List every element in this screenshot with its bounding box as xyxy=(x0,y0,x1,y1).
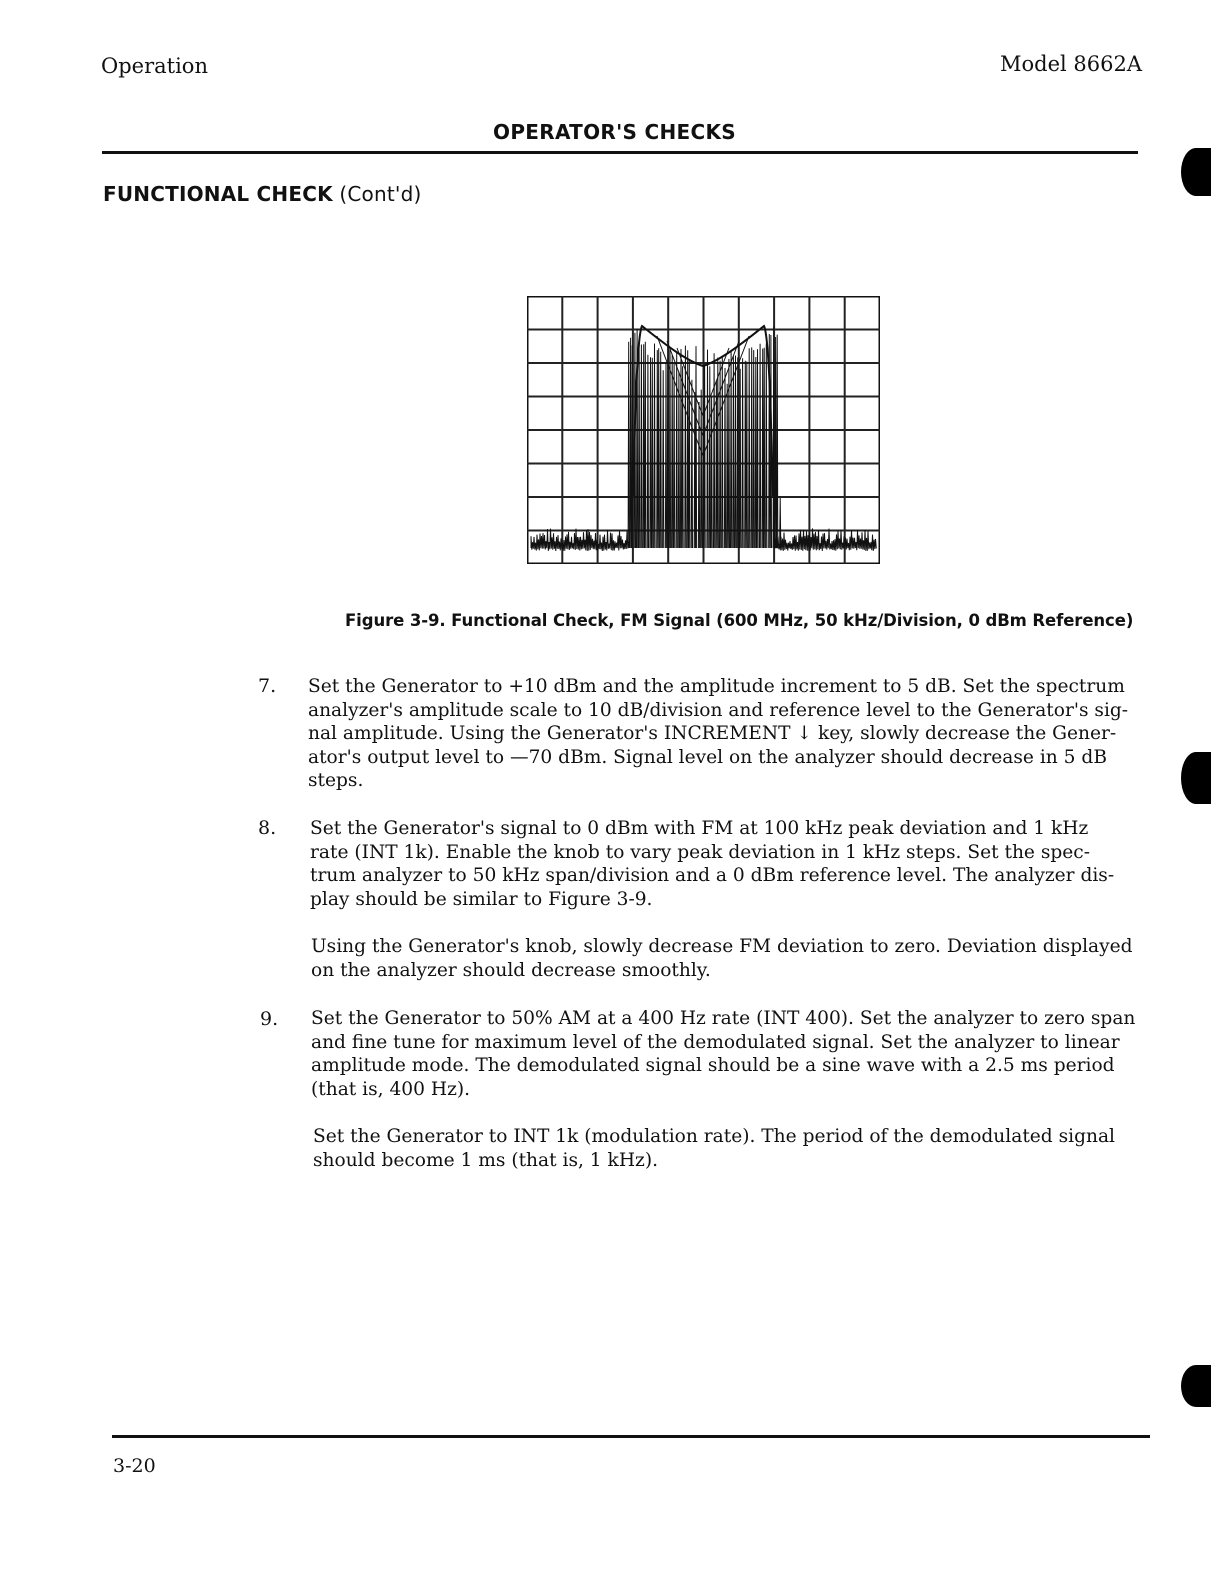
subsection-title-main: FUNCTIONAL CHECK xyxy=(103,182,333,206)
text-line: rate (INT 1k). Enable the knob to vary peak deviation in 1 kHz steps. Set the spec- xyxy=(310,841,1090,863)
text-line: nal amplitude. Using the Generator's INCREMENT ↓ key, slowly decrease the Gener- xyxy=(308,723,1117,744)
step-number: 8. xyxy=(258,817,277,839)
text-line: steps. xyxy=(308,770,364,791)
step-paragraph xyxy=(311,1007,1135,1101)
text-line: ator's output level to —70 dBm. Signal level on the analyzer should decrease in 5 dB xyxy=(308,746,1107,768)
subsection-title-suffix: (Cont'd) xyxy=(339,182,422,206)
text-line: Set the Generator to INT 1k (modulation rate). The period of the demodulated signal xyxy=(313,1126,1116,1147)
thumb-tab-marker xyxy=(1181,1365,1211,1407)
text-line: on the analyzer should decrease smoothly. xyxy=(311,959,711,981)
bottom-divider xyxy=(112,1435,1150,1438)
page-number: 3-20 xyxy=(113,1455,156,1477)
fm-spectrum-figure xyxy=(527,296,880,564)
thumb-tab-marker xyxy=(1181,752,1211,804)
text-line: Set the Generator to 50% AM at a 400 Hz rate (INT 400). Set the analyzer to zero span xyxy=(311,1008,1136,1029)
step-number: 9. xyxy=(260,1008,279,1030)
text-line: Set the Generator to +10 dBm and the amplitude increment to 5 dB. Set the spectrum xyxy=(308,676,1125,697)
text-line: Using the Generator's knob, slowly decrease FM deviation to zero. Deviation displayed xyxy=(311,936,1133,957)
text-line: trum analyzer to 50 kHz span/division and a 0 dBm reference level. The analyzer dis- xyxy=(310,865,1115,886)
text-line: play should be similar to Figure 3-9. xyxy=(310,888,653,910)
text-line: should become 1 ms (that is, 1 kHz). xyxy=(313,1149,658,1171)
text-line: analyzer's amplitude scale to 10 dB/division and reference level to the Generator's sig- xyxy=(308,699,1129,721)
step-paragraph xyxy=(310,817,1114,911)
text-line: and fine tune for maximum level of the demodulated signal. Set the analyzer to linear xyxy=(311,1031,1120,1053)
figure-caption: Figure 3-9. Functional Check, FM Signal (600 MHz, 50 kHz/Division, 0 dBm Reference) xyxy=(345,611,1134,630)
thumb-tab-marker xyxy=(1181,148,1211,196)
text-line: amplitude mode. The demodulated signal should be a sine wave with a 2.5 ms period xyxy=(311,1055,1115,1076)
header-section-name: Operation xyxy=(101,54,208,78)
step-paragraph xyxy=(311,935,1133,982)
header-model-number: Model 8662A xyxy=(1000,52,1143,76)
step-number: 7. xyxy=(258,675,277,697)
section-title: OPERATOR'S CHECKS xyxy=(493,120,736,144)
subsection-title xyxy=(103,182,421,206)
text-line: (that is, 400 Hz). xyxy=(311,1078,471,1100)
top-divider xyxy=(102,151,1138,154)
step-paragraph xyxy=(313,1125,1115,1172)
text-line: Set the Generator's signal to 0 dBm with FM at 100 kHz peak deviation and 1 kHz xyxy=(310,818,1089,839)
step-paragraph xyxy=(308,675,1128,793)
